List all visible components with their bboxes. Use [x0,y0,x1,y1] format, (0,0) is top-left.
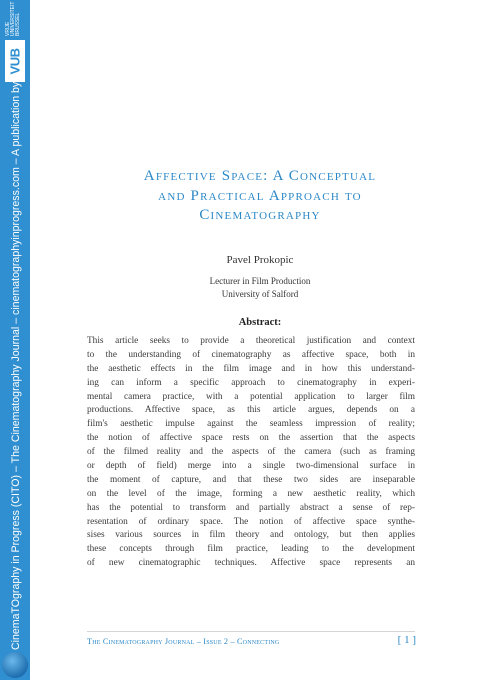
university-label [5,1,26,36]
abstract-line: productions. Affective space, as this article argues, depends on a [87,405,415,416]
journal-banner [8,81,24,650]
footer-journal: The Cinematography Journal – Issue 2 – Connecting [87,637,280,646]
author-name: Pavel Prokopic [226,254,294,266]
university-line-1: VRIJE [5,21,11,36]
author-position: Lecturer in Film Production [209,276,311,286]
abstract-heading: Abstract: [238,317,282,328]
abstract-line: the moment of capture, and that these two sides are inseparable [87,474,415,485]
title-line: and Practical Approach to [158,187,362,204]
abstract-body [87,335,415,571]
abstract-line: to the understanding of cinematography as affective space, both in [87,349,415,360]
article-title [100,167,420,226]
abstract-line: the notion of affective space rests on the assertion that the aspects [87,433,415,444]
abstract-line: mental camera practice, with a potential application to larger film [87,391,415,402]
author-institution: University of Salford [221,289,299,299]
abstract-line: resentation of ordinary space. The notion of affective space synthe- [87,516,415,527]
university-line-3: BRUSSEL [15,12,21,36]
abstract-line: has the potential to transform and partially abstract a sense of rep- [87,502,415,513]
abstract-line: This article seeks to provide a theoretical justification and context [87,336,415,346]
abstract-line: of the filmed reality and the aspects of the camera (such as framing [87,447,415,458]
abstract-line: the aesthetic effects in the film image and in how this understand- [87,363,415,374]
title-line: Cinematography [199,207,321,223]
vub-logo [5,40,25,82]
abstract-line: of new cinematographic techniques. Affective space represents an [87,558,415,569]
footer-divider [87,631,415,632]
title-line: Affective Space: A Conceptual [143,168,377,184]
abstract-line: these concepts through film practice, leading to the development [87,544,415,555]
vub-logo-text: VUB [7,48,23,74]
abstract-line: or depth of field) merge into a single two-dimensional surface in [87,461,415,472]
globe-icon [2,652,28,678]
university-line-2: UNIVERSITEIT [10,1,16,36]
page-number: [ 1 ] [397,634,416,646]
abstract-line: on the level of the image, forming a new aesthetic reality, which [87,488,415,499]
abstract-line: film's aesthetic impulse against the seamless impression of reality; [87,419,415,430]
journal-banner-text: CinemaTOgraphy in Progress (CITO) – The Cinematography Journal – cinematographyinprogress.com – A publication by [10,81,22,650]
abstract-line: sises various sources in film theory and ontology, but then applies [87,530,415,541]
abstract-line: ing can inform a specific approach to cinematography in experi- [87,377,415,388]
publisher-sidebar [0,0,30,680]
